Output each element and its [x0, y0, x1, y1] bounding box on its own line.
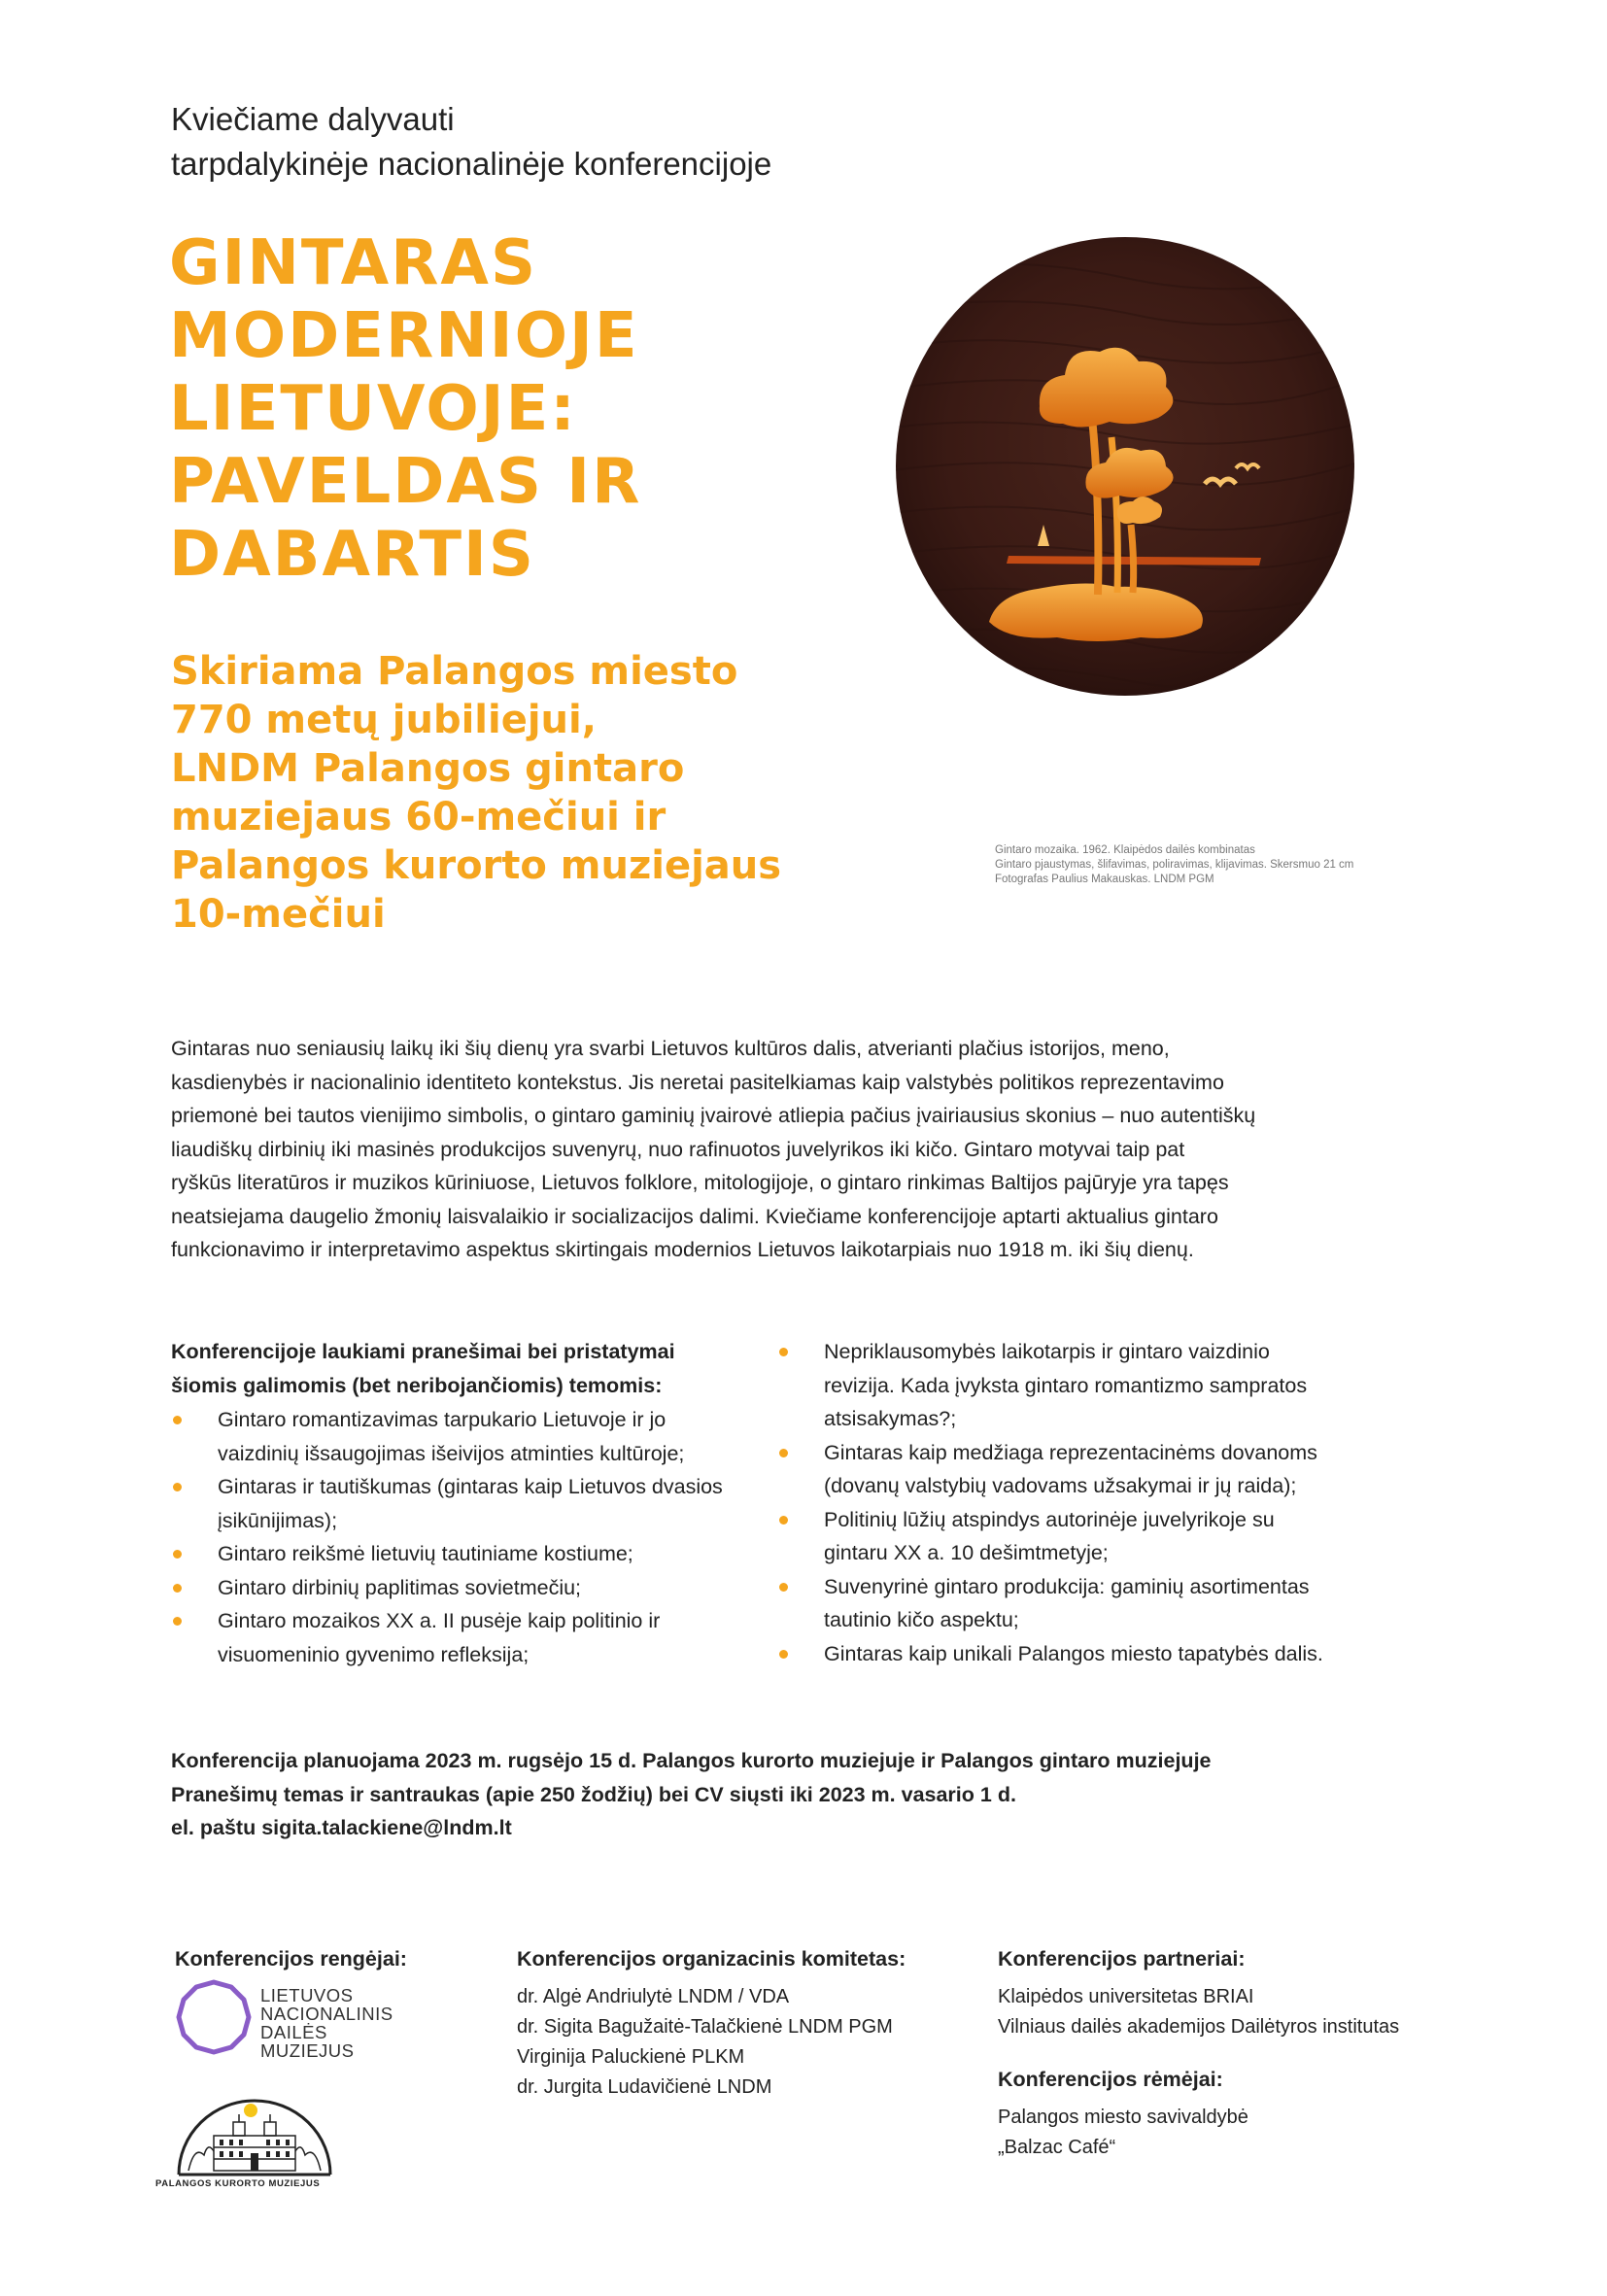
committee-member: dr. Sigita Bagužaitė-Talačkienė LNDM PGM [517, 2016, 893, 2038]
title-line: GINTARAS [169, 227, 538, 299]
sponsors-title: Konferencijos rėmėjai: [998, 2068, 1223, 2091]
topic-line: vaizdinių išsaugojimas išeivijos atminties kultūroje; [218, 1441, 685, 1465]
topics-heading-line: šiomis galimomis (bet neribojančiomis) temomis: [171, 1373, 663, 1397]
info-line: el. paštu sigita.talackiene@lndm.lt [171, 1816, 512, 1839]
topic-line: revizija. Kada įvyksta gintaro romantizmo sampratos [824, 1373, 1308, 1397]
subtitle-line: Palangos kurorto muziejaus [171, 843, 782, 888]
topic-item [777, 1637, 1323, 1671]
subtitle-line: Skiriama Palangos miesto [171, 649, 738, 694]
topic-line: visuomeninio gyvenimo refleksija; [218, 1642, 530, 1666]
topic-line: gintaru XX a. 10 dešimtmetyje; [824, 1541, 1109, 1564]
bullet-icon [173, 1483, 182, 1491]
invitation-intro [171, 97, 771, 187]
title-line: PAVELDAS IR [169, 446, 642, 518]
bullet-icon [779, 1650, 788, 1659]
subtitle-line: 770 metų jubiliejui, [171, 698, 597, 742]
topic-line: Gintaro romantizavimas tarpukario Lietuvoje ir jo [218, 1408, 667, 1431]
subtitle-line: LNDM Palangos gintaro [171, 746, 685, 791]
topic-item [171, 1470, 723, 1537]
topic-line: atsisakymas?; [824, 1407, 957, 1430]
topic-item [171, 1604, 723, 1671]
topic-item [777, 1335, 1323, 1436]
bullet-icon [779, 1516, 788, 1525]
topic-line: (dovanų valstybių vadovams užsakymai ir jų raida); [824, 1474, 1297, 1497]
intro-line: Kviečiame dalyvauti [171, 101, 455, 137]
topic-item [171, 1571, 723, 1605]
bullet-icon [173, 1550, 182, 1559]
topic-item [777, 1570, 1323, 1637]
topic-line: Gintaro dirbinių paplitimas sovietmečiu; [218, 1575, 582, 1599]
topic-item [171, 1403, 723, 1470]
topic-line: tautinio kičo aspektu; [824, 1608, 1019, 1631]
topic-line: įsikūnijimas); [218, 1508, 338, 1532]
topics-heading-line: Konferencijoje laukiami pranešimai bei pristatymai [171, 1340, 675, 1363]
topic-line: Gintaras ir tautiškumas (gintaras kaip Lietuvos dvasios [218, 1475, 723, 1498]
topic-line: Politinių lūžių atspindys autorinėje juvelyrikoje su [824, 1507, 1275, 1531]
caption-line: Fotografas Paulius Makauskas. LNDM PGM [995, 874, 1214, 885]
paragraph-line: neatsiejama daugelio žmonių laisvalaikio ir socializacijos dalimi. Kviečiame konferencijoje aptarti aktualius gintaro [171, 1204, 1218, 1228]
topics-heading [171, 1335, 675, 1402]
topic-line: Gintaro mozaikos XX a. II pusėje kaip politinio ir [218, 1609, 661, 1632]
topic-line: Suvenyrinė gintaro produkcija: gaminių asortimentas [824, 1574, 1310, 1598]
bullet-icon [779, 1583, 788, 1592]
info-line: Pranešimų temas ir santraukas (apie 250 žodžių) bei CV siųsti iki 2023 m. vasario 1 d. [171, 1782, 1016, 1806]
conference-title [169, 227, 849, 592]
sponsors-list [998, 2103, 1248, 2163]
topic-item [777, 1436, 1323, 1503]
conference-info [171, 1744, 1212, 1845]
ldm-logo-line: DAILĖS [260, 2022, 327, 2042]
topics-list-right [777, 1335, 1323, 1670]
committee-member: dr. Jurgita Ludavičienė LNDM [517, 2076, 772, 2098]
bullet-icon [779, 1449, 788, 1457]
ldm-logo-line: LIETUVOS [260, 1985, 354, 2005]
image-caption [995, 843, 1353, 887]
partners-title: Konferencijos partneriai: [998, 1947, 1246, 1970]
sponsor-item: Palangos miesto savivaldybė [998, 2107, 1248, 2128]
topic-line: Gintaras kaip unikali Palangos miesto tapatybės dalis. [824, 1641, 1323, 1665]
paragraph-line: liaudiškų dirbinių iki masinės produkcijos suvenyrų, nuo rafinuotos juvelyrikos iki kičo. Gintaro motyvai taip pat [171, 1137, 1185, 1161]
ldm-logo-line: NACIONALINIS [260, 2004, 393, 2024]
paragraph-line: Gintaras nuo seniausių laikų iki šių dienų yra svarbi Lietuvos kultūros dalis, atverianti plačius istorijos, meno, [171, 1037, 1170, 1060]
bullet-icon [779, 1348, 788, 1356]
bullet-icon [173, 1617, 182, 1626]
title-line: DABARTIS [169, 519, 535, 591]
intro-line: tarpdalykinėje nacionalinėje konferencijoje [171, 146, 772, 182]
topic-line: Gintaro reikšmė lietuvių tautiniame kostiume; [218, 1542, 633, 1565]
info-line: Konferencija planuojama 2023 m. rugsėjo 15 d. Palangos kurorto muziejuje ir Palangos gintaro muziejuje [171, 1749, 1212, 1772]
amber-mosaic-image [892, 233, 1358, 700]
partner-item: Vilniaus dailės akademijos Dailėtyros institutas [998, 2016, 1400, 2038]
paragraph-line: kasdienybės ir nacionalinio identiteto kontekstus. Jis neretai pasitelkiamas kaip valstybės politikos reprezentavimo [171, 1070, 1224, 1094]
topic-line: Gintaras kaip medžiaga reprezentacinėms dovanoms [824, 1440, 1317, 1464]
committee-title: Konferencijos organizacinis komitetas: [517, 1947, 906, 1970]
partner-item: Klaipėdos universitetas BRIAI [998, 1986, 1254, 2007]
bullet-icon [173, 1584, 182, 1593]
sponsor-item: „Balzac Café“ [998, 2137, 1116, 2158]
title-line: MODERNIOJE [169, 300, 639, 372]
topics-list-left [171, 1403, 723, 1671]
caption-line: Gintaro mozaika. 1962. Klaipėdos dailės kombinatas [995, 844, 1255, 856]
title-line: LIETUVOJE: [169, 373, 577, 445]
paragraph-line: funkcionavimo ir interpretavimo aspektus skirtingais modernios Lietuvos laikotarpiais nuo 1918 m. iki šių dienų. [171, 1238, 1194, 1261]
ldm-logo-icon [175, 1978, 253, 2056]
paragraph-line: priemonė bei tautos vienijimo simbolis, o gintaro gaminių įvairovė atliepia pačius įvairiausius skonius – nuo autentiškų [171, 1104, 1256, 1127]
caption-line: Gintaro pjaustymas, šlifavimas, poliravimas, klijavimas. Skersmuo 21 cm [995, 859, 1354, 871]
conference-subtitle [171, 647, 871, 939]
ldm-logo-text [260, 1986, 393, 2060]
organizers-title: Konferencijos rengėjai: [175, 1947, 407, 1970]
committee-member: dr. Algė Andriulytė LNDM / VDA [517, 1986, 790, 2007]
ldm-logo-line: MUZIEJUS [260, 2040, 355, 2061]
pkm-logo-text: PALANGOS KURORTO MUZIEJUS [155, 2178, 321, 2189]
committee-member: Virginija Paluckienė PLKM [517, 2046, 745, 2068]
topic-line: Nepriklausomybės laikotarpis ir gintaro vaizdinio [824, 1340, 1270, 1363]
subtitle-line: 10-mečiui [171, 892, 386, 937]
paragraph-line: ryškūs literatūros ir muzikos kūriniuose, Lietuvos folklore, mitologijoje, o gintaro rinkimas Baltijos pajūryje yra tapęs [171, 1171, 1229, 1194]
pkm-logo-icon [175, 2097, 334, 2178]
topic-item [777, 1503, 1323, 1570]
committee-list [517, 1982, 893, 2103]
topic-item [171, 1537, 723, 1571]
subtitle-line: muziejaus 60-mečiui ir [171, 795, 667, 840]
partners-list [998, 1982, 1399, 2042]
description-paragraph [171, 1032, 1376, 1267]
bullet-icon [173, 1416, 182, 1424]
